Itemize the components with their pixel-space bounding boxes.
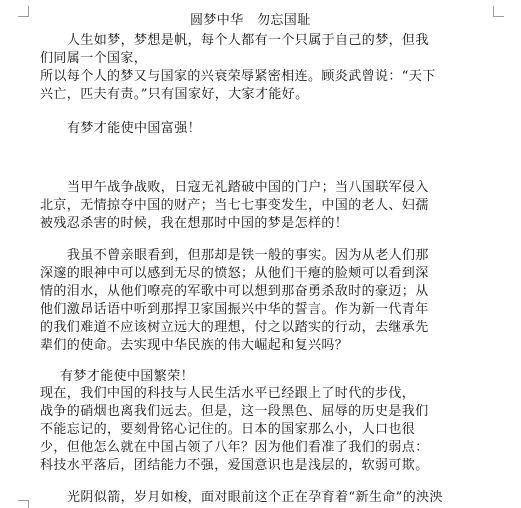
paragraph-line: 所以每个人的梦又与国家的兴衰荣辱紧密相连。顾炎武曾说：“天下 (40, 69, 436, 84)
paragraph-line: 当甲午战争战败，日寇无礼踏破中国的门户；当八国联军侵入 (67, 180, 429, 195)
paragraph-line: 我虽不曾亲眼看到，但那却是铁一般的事实。因为从老人们那 (67, 248, 429, 263)
paragraph-line: 现在，我们中国的科技与人民生活水平已经跟上了时代的步伐， (40, 386, 416, 401)
paragraph-line: 情的泪水，从他们嘹亮的军歌中可以想到那奋勇杀敌时的豪迈；从 (40, 284, 429, 299)
paragraph-line: 被残忍杀害的时候，我在想那时中国的梦是怎样的！ (40, 216, 349, 231)
paragraph-line: 他们激昂话语中听到那捍卫家国振兴中华的誓言。作为新一代青年 (40, 302, 429, 317)
paragraph-line: 不能忘记的，要刻骨铭心记住的。日本的国家那么小，人口也很 (40, 422, 416, 437)
paragraph-line: 科技水平落后，团结能力不强，爱国意识也是浅层的，软弱可欺。 (40, 458, 429, 473)
paragraph-line: 人生如梦，梦想是帆，每个人都有一个只属于自己的梦，但我 (67, 33, 429, 48)
paragraph-line: 辈们的使命。去实现中华民族的伟大崛起和复兴吗？ (40, 338, 349, 353)
margin-corner-mark-top-right (493, 6, 504, 17)
paragraph-line: 战争的硝烟也离我们远去。但是，这一段黑色、屈辱的历史是我们 (40, 404, 429, 419)
margin-corner-mark-top-left (18, 6, 29, 17)
paragraph-line: 光阴似箭，岁月如梭，面对眼前这个正在孕育着“新生命”的泱泱 (67, 490, 443, 505)
paragraph-line: 少，但他怎么就在中国占领了八年？因为他们看准了我们的弱点： (40, 440, 429, 455)
paragraph-line: 深邃的眼神中可以感到无尽的愤怒；从他们干瘪的脸颊可以看到深 (40, 266, 429, 281)
section-heading: 有梦才能使中国富强！ (67, 121, 202, 136)
section-heading: 有梦才能使中国繁荣！ (60, 369, 195, 384)
margin-corner-mark-bottom-left (18, 500, 29, 508)
paragraph-line: 北京，无情掠夺中国的财产；当七七事变发生，中国的老人、妇孺 (40, 198, 429, 213)
paragraph-line: 们同属一个国家， (40, 51, 148, 66)
paragraph-line: 兴亡，匹夫有责。”只有国家好，大家才能好。 (40, 87, 309, 102)
document-title: 圆梦中华 勿忘国耻 (190, 13, 311, 28)
paragraph-line: 的我们难道不应该树立远大的理想，付之以踏实的行动，去继承先 (40, 320, 429, 335)
